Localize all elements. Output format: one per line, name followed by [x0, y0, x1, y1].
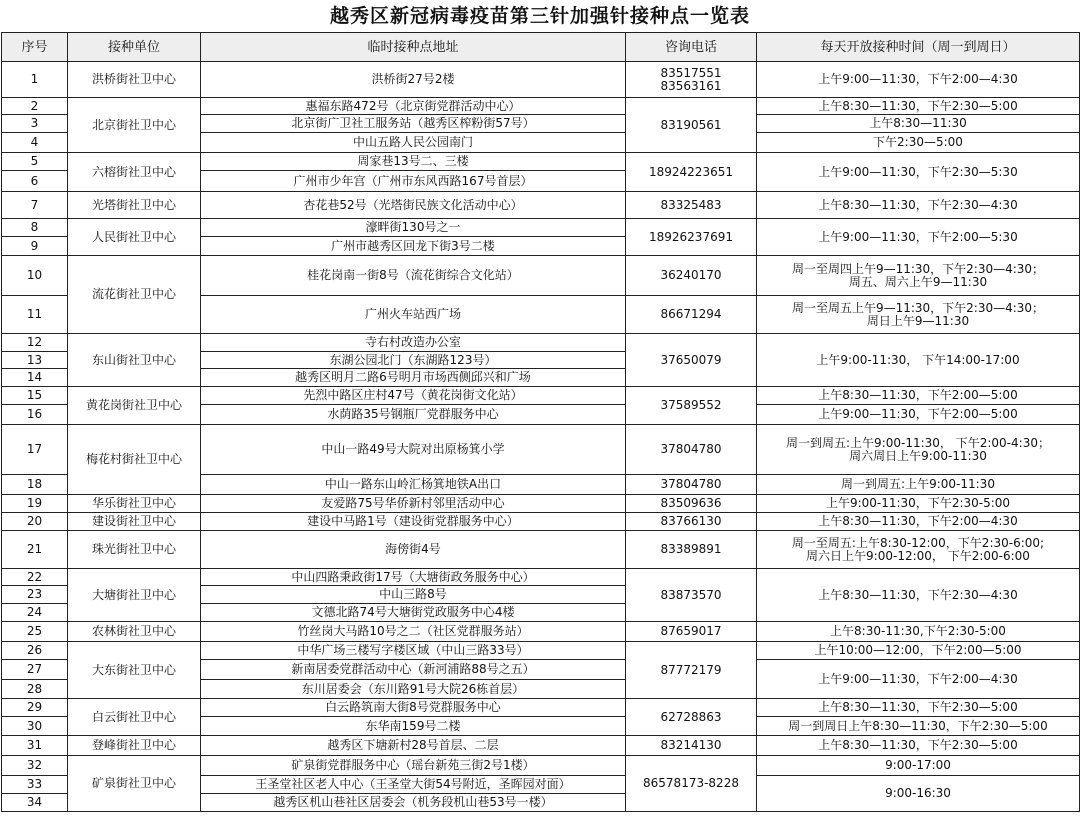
unit-cell: 建设街社卫中心: [68, 513, 201, 531]
hours-cell: 上午9:00—11:30，下午2:00—5:30: [757, 219, 1080, 256]
hours-cell: 上午8:30—11:30，下午2:00—5:00: [757, 387, 1080, 405]
table-row: [2, 513, 1080, 531]
unit-cell: 六榕街社卫中心: [68, 153, 201, 192]
row-index: 24: [2, 604, 68, 622]
row-index: 33: [2, 776, 68, 794]
unit-cell: 洪桥街社卫中心: [68, 62, 201, 98]
phone-cell: 37804780: [626, 475, 757, 495]
address-cell: 杏花巷52号（光塔街民族文化活动中心）: [201, 192, 626, 219]
address-cell: 广州火车站西广场: [201, 296, 626, 334]
address-cell: 中山一路49号大院对出原杨箕小学: [201, 425, 626, 475]
row-index: 20: [2, 513, 68, 531]
hours-cell: 周一到周五:上午9:00-11:30， 下午2:00-4:30； 周六周日上午9:00-11:30: [757, 425, 1080, 475]
row-index: 11: [2, 296, 68, 334]
unit-cell: 人民街社卫中心: [68, 219, 201, 256]
phone-cell: 86578173-8228: [626, 756, 757, 812]
address-cell: 寺右村改造办公室: [201, 334, 626, 352]
unit-cell: 北京街社卫中心: [68, 98, 201, 153]
unit-cell: 流花街社卫中心: [68, 256, 201, 334]
table-row: [2, 192, 1080, 219]
unit-cell: 大东街社卫中心: [68, 642, 201, 699]
unit-cell: 登峰街社卫中心: [68, 736, 201, 756]
phone-cell: 83389891: [626, 531, 757, 569]
row-index: 18: [2, 475, 68, 495]
hours-cell: 周一至周五上午9—11:30，下午2:30—4:30； 周日上午9—11:30: [757, 296, 1080, 334]
unit-cell: 梅花村街社卫中心: [68, 425, 201, 495]
address-cell: 越秀区下塘新村28号首层、二层: [201, 736, 626, 756]
address-cell: 越秀区机山巷社区居委会（机务段机山巷53号一楼）: [201, 794, 626, 812]
row-index: 12: [2, 334, 68, 352]
address-cell: 东华南159号二楼: [201, 717, 626, 736]
row-index: 22: [2, 569, 68, 586]
row-index: 23: [2, 586, 68, 604]
phone-cell: 83190561: [626, 98, 757, 153]
row-index: 6: [2, 171, 68, 192]
hours-cell: 上午8:30—11:30，下午2:00—4:30: [757, 513, 1080, 531]
row-index: 17: [2, 425, 68, 475]
address-cell: 洪桥街27号2楼: [201, 62, 626, 98]
address-cell: 建设中马路1号（建设街党群服务中心）: [201, 513, 626, 531]
address-cell: 友爱路75号华侨新村邻里活动中心: [201, 495, 626, 513]
hours-cell: 上午9:00-11:30， 下午14:00-17:00: [757, 334, 1080, 387]
address-cell: 广州市少年宫（广州市东风西路167号首层）: [201, 171, 626, 192]
row-index: 25: [2, 622, 68, 642]
row-index: 29: [2, 699, 68, 717]
row-index: 8: [2, 219, 68, 237]
row-index: 13: [2, 352, 68, 369]
row-index: 16: [2, 405, 68, 425]
address-cell: 惠福东路472号（北京街党群活动中心）: [201, 98, 626, 115]
row-index: 9: [2, 237, 68, 256]
row-index: 26: [2, 642, 68, 660]
table-row: [2, 569, 1080, 586]
address-cell: 北京街广卫社工服务站（越秀区榨粉街57号）: [201, 115, 626, 133]
row-index: 7: [2, 192, 68, 219]
hours-cell: 9:00-16:30: [757, 776, 1080, 812]
hours-cell: 上午8:30—11:30，下午2:30—5:00: [757, 699, 1080, 717]
phone-cell: 62728863: [626, 699, 757, 736]
hours-cell: 上午8:30—11:30，下午2:30—5:00: [757, 736, 1080, 756]
phone-cell: 83509636: [626, 495, 757, 513]
hours-cell: 上午9:00—11:30，下午2:00—4:30: [757, 62, 1080, 98]
unit-cell: 农林街社卫中心: [68, 622, 201, 642]
row-index: 4: [2, 133, 68, 153]
table-row: [2, 622, 1080, 642]
phone-cell: 83517551 83563161: [626, 62, 757, 98]
phone-cell: 83873570: [626, 569, 757, 622]
table-row: [2, 531, 1080, 569]
hours-cell: 9:00-17:00: [757, 756, 1080, 776]
unit-cell: 矿泉街社卫中心: [68, 756, 201, 812]
row-index: 19: [2, 495, 68, 513]
unit-cell: 东山街社卫中心: [68, 334, 201, 387]
row-index: 27: [2, 660, 68, 680]
table-body: [2, 62, 1080, 812]
phone-cell: 86671294: [626, 296, 757, 334]
row-index: 2: [2, 98, 68, 115]
page-title: 越秀区新冠病毒疫苗第三针加强针接种点一览表: [329, 5, 750, 27]
hours-cell: 周一至周四上午9—11:30，下午2:30—4:30； 周五、周六上午9—11:30: [757, 256, 1080, 296]
address-cell: 中山一路东山岭汇杨箕地铁A出口: [201, 475, 626, 495]
hours-cell: 上午8:30—11:30，下午2:30—4:30: [757, 192, 1080, 219]
phone-cell: 36240170: [626, 256, 757, 296]
row-index: 31: [2, 736, 68, 756]
hours-cell: 上午9:00-11:30，下午2:30-5:00: [757, 495, 1080, 513]
hours-cell: 上午9:00—11:30，下午2:30—5:30: [757, 153, 1080, 192]
unit-cell: 光塔街社卫中心: [68, 192, 201, 219]
hours-cell: 下午2:30—5:00: [757, 133, 1080, 153]
header-row: [2, 33, 1080, 62]
address-cell: 矿泉街党群服务中心（瑶台新苑三街2号1楼）: [201, 756, 626, 776]
row-index: 10: [2, 256, 68, 296]
hours-cell: 上午8:30-11:30,下午2:30-5:00: [757, 622, 1080, 642]
table-row: [2, 756, 1080, 776]
address-cell: 王圣堂社区老人中心（王圣堂大街54号附近，圣晖园对面）: [201, 776, 626, 794]
hours-cell: 上午9:00—11:30，下午2:00—5:00: [757, 405, 1080, 425]
address-cell: 越秀区明月二路6号明月市场西侧邱兴和广场: [201, 369, 626, 387]
address-cell: 东湖公园北门（东湖路123号）: [201, 352, 626, 369]
address-cell: 周家巷13号二、三楼: [201, 153, 626, 171]
hours-cell: 上午10:00—12:00，下午2:00—5:00: [757, 642, 1080, 660]
header-hours: 每天开放接种时间（周一到周日）: [757, 33, 1080, 62]
hours-cell: 周一至周五:上午8:30-12:00，下午2:30-6:00; 周六日上午9:00-12:00， 下午2:00-6:00: [757, 531, 1080, 569]
phone-cell: 37804780: [626, 425, 757, 475]
phone-cell: 83214130: [626, 736, 757, 756]
address-cell: 中山四路秉政街17号（大塘街政务服务中心）: [201, 569, 626, 586]
row-index: 14: [2, 369, 68, 387]
address-cell: 中山五路人民公园南门: [201, 133, 626, 153]
hours-cell: 上午8:30—11:30，下午2:30—4:30: [757, 569, 1080, 622]
table-row: [2, 425, 1080, 475]
phone-cell: 37589552: [626, 387, 757, 425]
table-row: [2, 98, 1080, 115]
address-cell: 竹丝岗大马路10号之二（社区党群服务站）: [201, 622, 626, 642]
phone-cell: 18924223651: [626, 153, 757, 192]
table-header: [2, 33, 1080, 62]
header-unit: 接种单位: [68, 33, 201, 62]
row-index: 32: [2, 756, 68, 776]
unit-cell: 黄花岗街社卫中心: [68, 387, 201, 425]
table-row: [2, 736, 1080, 756]
phone-cell: 87772179: [626, 642, 757, 699]
address-cell: 中华广场三楼写字楼区域（中山三路33号）: [201, 642, 626, 660]
row-index: 5: [2, 153, 68, 171]
unit-cell: 白云街社卫中心: [68, 699, 201, 736]
header-index: 序号: [2, 33, 68, 62]
address-cell: 水荫路35号钢瓶厂党群服务中心: [201, 405, 626, 425]
address-cell: 中山三路8号: [201, 586, 626, 604]
table-row: [2, 219, 1080, 237]
row-index: 21: [2, 531, 68, 569]
table-row: [2, 153, 1080, 171]
address-cell: 先烈中路区庄村47号（黄花岗街文化站）: [201, 387, 626, 405]
hours-cell: 周一到周五:上午9:00-11:30: [757, 475, 1080, 495]
table-row: [2, 699, 1080, 717]
table-row: [2, 334, 1080, 352]
phone-cell: 87659017: [626, 622, 757, 642]
phone-cell: 83325483: [626, 192, 757, 219]
row-index: 15: [2, 387, 68, 405]
address-cell: 濠畔街130号之一: [201, 219, 626, 237]
address-cell: 文德北路74号大塘街党政服务中心4楼: [201, 604, 626, 622]
hours-cell: 上午8:30—11:30，下午2:30—5:00: [757, 98, 1080, 115]
row-index: 3: [2, 115, 68, 133]
address-cell: 白云路筑南大街8号党群服务中心: [201, 699, 626, 717]
address-cell: 东川居委会（东川路91号大院26栋首层）: [201, 680, 626, 699]
address-cell: 桂花岗南一街8号（流花街综合文化站）: [201, 256, 626, 296]
header-address: 临时接种点地址: [201, 33, 626, 62]
header-phone: 咨询电话: [626, 33, 757, 62]
table-row: [2, 495, 1080, 513]
address-cell: 海傍街4号: [201, 531, 626, 569]
unit-cell: 珠光街社卫中心: [68, 531, 201, 569]
address-cell: 新南居委党群活动中心（新河浦路88号之五）: [201, 660, 626, 680]
hours-cell: 周一到周日上午8:30—11:30，下午2:30—5:00: [757, 717, 1080, 736]
phone-cell: 83766130: [626, 513, 757, 531]
row-index: 1: [2, 62, 68, 98]
row-index: 34: [2, 794, 68, 812]
unit-cell: 大塘街社卫中心: [68, 569, 201, 622]
unit-cell: 华乐街社卫中心: [68, 495, 201, 513]
address-cell: 广州市越秀区回龙下街3号二楼: [201, 237, 626, 256]
row-index: 28: [2, 680, 68, 699]
table-row: [2, 62, 1080, 98]
hours-cell: 上午9:00—11:30，下午2:00—4:30: [757, 660, 1080, 699]
phone-cell: 18926237691: [626, 219, 757, 256]
hours-cell: 上午8:30—11:30: [757, 115, 1080, 133]
table-row: [2, 642, 1080, 660]
table-row: [2, 387, 1080, 405]
row-index: 30: [2, 717, 68, 736]
table-row: [2, 256, 1080, 296]
phone-cell: 37650079: [626, 334, 757, 387]
vaccination-sites-table: [1, 32, 1080, 812]
